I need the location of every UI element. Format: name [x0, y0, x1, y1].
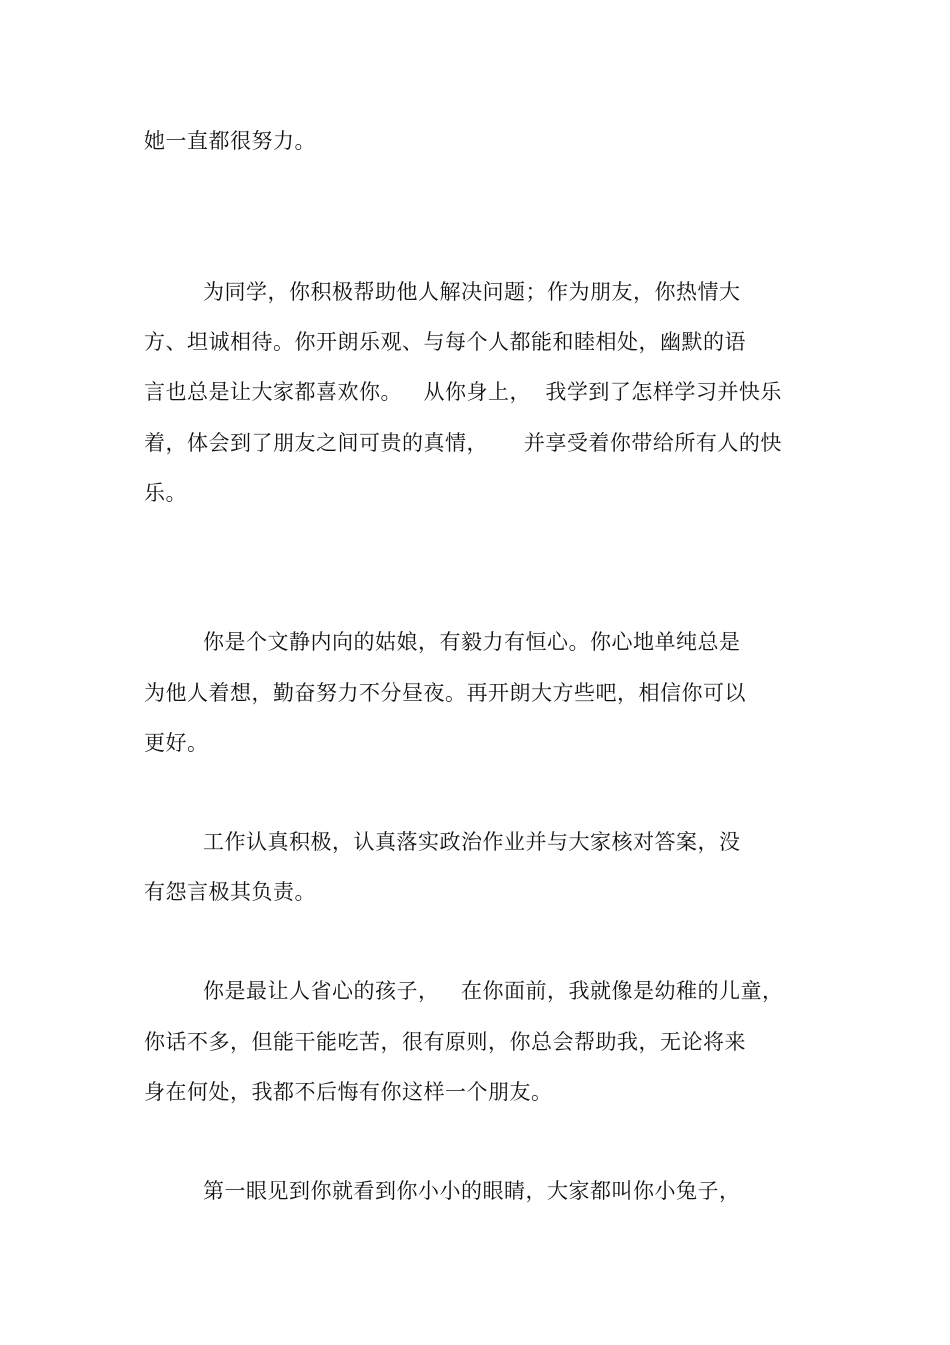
paragraph-line: 更好。 — [144, 731, 209, 755]
paragraph-line: 为同学，你积极帮助他人解决问题；作为朋友，你热情大 — [203, 280, 741, 304]
paragraph-line: 你话不多，但能干能吃苦，很有原则，你总会帮助我，无论将来 — [144, 1030, 746, 1054]
paragraph-line: 言也总是让大家都喜欢你。 从你身上， 我学到了怎样学习并快乐 — [144, 380, 782, 404]
paragraph-line: 她一直都很努力。 — [144, 129, 316, 153]
paragraph-line: 工作认真积极，认真落实政治作业并与大家核对答案，没 — [203, 830, 741, 854]
paragraph-line: 为他人着想，勤奋努力不分昼夜。再开朗大方些吧，相信你可以 — [144, 681, 746, 705]
paragraph-line: 方、坦诚相待。你开朗乐观、与每个人都能和睦相处，幽默的语 — [144, 330, 746, 354]
paragraph-line: 你是个文静内向的姑娘，有毅力有恒心。你心地单纯总是 — [203, 630, 741, 654]
paragraph-line: 有怨言极其负责。 — [144, 880, 316, 904]
paragraph-line: 身在何处，我都不后悔有你这样一个朋友。 — [144, 1080, 553, 1104]
paragraph-line: 第一眼见到你就看到你小小的眼睛，大家都叫你小兔子， — [203, 1179, 741, 1203]
paragraph-line: 你是最让人省心的孩子， 在你面前，我就像是幼稚的儿童， — [203, 979, 784, 1003]
paragraph-line: 乐。 — [144, 481, 187, 505]
paragraph-line: 着，体会到了朋友之间可贵的真情， 并享受着你带给所有人的快 — [144, 431, 782, 455]
